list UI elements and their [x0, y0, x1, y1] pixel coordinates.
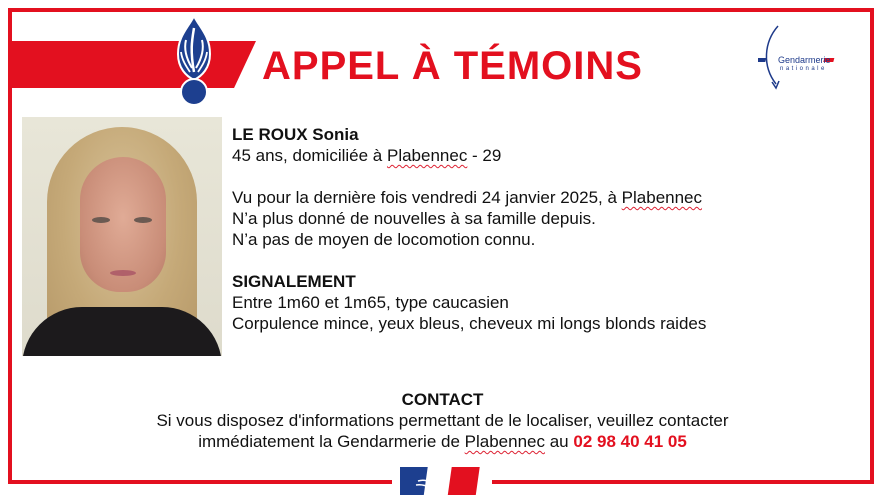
contact-section	[40, 389, 845, 452]
signalement-heading: SIGNALEMENT	[232, 272, 356, 291]
gendarmerie-logo-text: Gendarmerie	[778, 55, 831, 65]
gendarmerie-logo-subtitle: nationale	[780, 66, 827, 72]
contact-gendarmerie-line: immédiatement la Gendarmerie de Plabennec au 02 98 40 41 05	[198, 432, 687, 451]
marianne-republique-logo-icon	[400, 465, 485, 497]
last-seen-line: Vu pour la dernière fois vendredi 24 janvier 2025, à Plabennec	[232, 188, 703, 207]
grenade-flame-icon	[168, 14, 220, 108]
contact-heading: CONTACT	[401, 390, 484, 409]
page-title: APPEL À TÉMOINS	[262, 44, 643, 88]
no-news-line: N’a plus donné de nouvelles à sa famille depuis.	[232, 209, 596, 228]
person-info	[232, 124, 706, 334]
contact-instruction: Si vous disposez d'informations permettant de le localiser, veuillez contacter	[156, 411, 729, 430]
person-age-residence: 45 ans, domiciliée à Plabennec - 29	[232, 146, 502, 165]
no-transport-line: N’a pas de moyen de locomotion connu.	[232, 230, 536, 249]
person-name: LE ROUX Sonia	[232, 125, 359, 144]
signalement-height: Entre 1m60 et 1m65, type caucasien	[232, 293, 509, 312]
signalement-appearance: Corpulence mince, yeux bleus, cheveux mi longs blonds raides	[232, 314, 707, 333]
contact-phone[interactable]: 02 98 40 41 05	[573, 432, 687, 451]
person-photo	[22, 117, 222, 356]
